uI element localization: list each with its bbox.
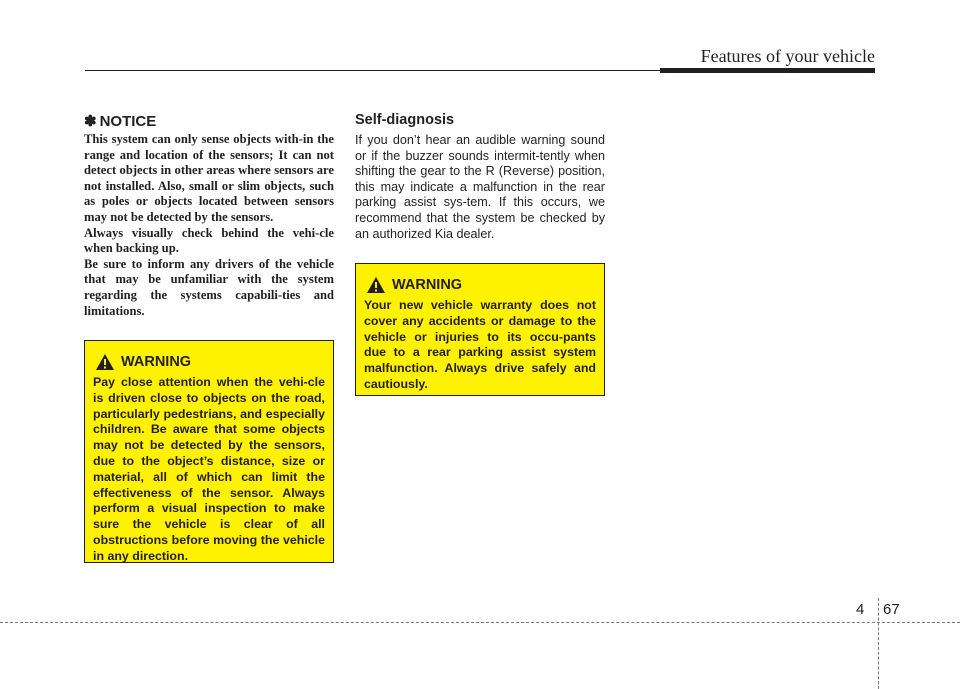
warning-triangle-icon xyxy=(366,276,386,294)
running-header-title: Features of your vehicle xyxy=(700,46,875,66)
footer-divider xyxy=(878,598,879,689)
warning-text: Pay close attention when the vehi-cle is driven close to objects on the road, particularly pedestrians, and especially children. Be aware that some objects may not be detected by the sensors, due to the object’s distance, size or material, all of which can limit the effectiveness of the sensor. Always perform a visual inspection to make sure the vehicle is clear of all obstructions before moving the vehicle in any direction. xyxy=(93,375,325,563)
warning-label: WARNING xyxy=(392,277,463,293)
page-number: 67 xyxy=(883,601,900,618)
warning-header xyxy=(95,353,325,371)
middle-column xyxy=(355,112,605,242)
notice-heading xyxy=(84,112,334,130)
notice-body xyxy=(84,132,334,319)
notice-paragraph: Always visually check behind the vehi-cle when backing up. xyxy=(84,225,334,256)
header-rule-accent xyxy=(660,68,875,73)
warning-triangle-icon xyxy=(95,353,115,371)
warning-text: Your new vehicle warranty does not cover any accidents or damage to the vehicle or injuries to its occu-pants due to a rear parking assist system malfunction. Always drive safely and cautiously. xyxy=(364,298,596,391)
notice-heading-label: NOTICE xyxy=(99,112,157,130)
notice-star-icon: ✽ xyxy=(84,113,97,130)
left-column xyxy=(84,112,334,319)
self-diagnosis-body: If you don’t hear an audible warning sound or if the buzzer sounds intermit-tently when shifting the gear to the R (Reverse) position, this may indicate a malfunction in the rear parking assist sys-tem. If this occurs, we recommend that the system be checked by an authorized Kia dealer. xyxy=(355,133,605,241)
footer-rule xyxy=(0,622,960,623)
warning-box-object-detection xyxy=(84,340,334,563)
chapter-number: 4 xyxy=(856,601,865,618)
warning-box-warranty xyxy=(355,263,605,396)
notice-paragraph: Be sure to inform any drivers of the vehicle that may be unfamiliar with the system regarding the systems capabili-ties and limitations. xyxy=(84,256,334,318)
warning-label: WARNING xyxy=(121,354,192,370)
warning-header xyxy=(366,276,596,294)
notice-paragraph: This system can only sense objects with-in the range and location of the sensors; It can not detect objects in other areas where sensors are not installed. Also, small or slim objects, such as poles or objects located between sensors may not be detected by the sensors. xyxy=(84,132,334,224)
self-diagnosis-heading: Self-diagnosis xyxy=(355,112,455,128)
